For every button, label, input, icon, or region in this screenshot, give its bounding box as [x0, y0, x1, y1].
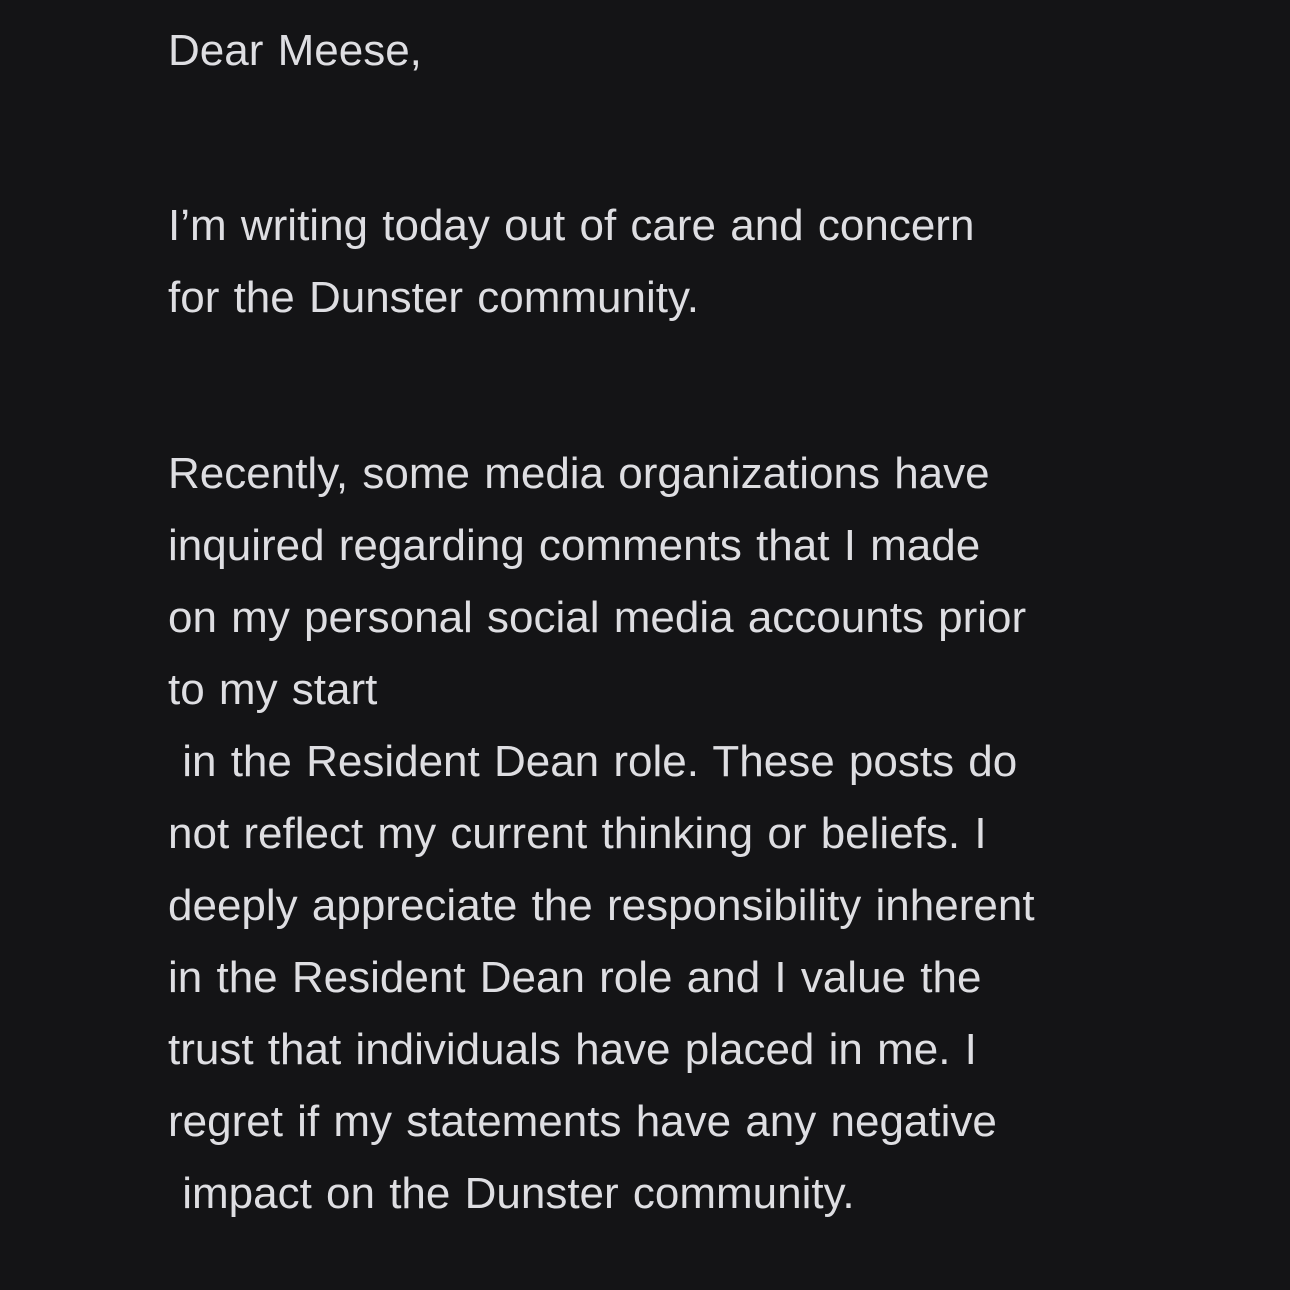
paragraph-2-line-1: Recently, some media organizations have	[168, 449, 990, 498]
letter-greeting: Dear Meese,	[168, 26, 422, 75]
paragraph-2-line-7: deeply appreciate the responsibility inherent	[168, 881, 1035, 930]
paragraph-2-line-11: impact on the Dunster community.	[168, 1169, 855, 1218]
paragraph-2-line-8: in the Resident Dean role and I value the	[168, 953, 982, 1002]
paragraph-1-line-1: I’m writing today out of care and concern	[168, 201, 975, 250]
paragraph-2-line-2: inquired regarding comments that I made	[168, 521, 981, 570]
paragraph-2-line-4: to my start	[168, 665, 378, 714]
paragraph-2-line-9: trust that individuals have placed in me. I	[168, 1025, 977, 1074]
paragraph-2-line-5: in the Resident Dean role. These posts do	[168, 737, 1018, 786]
paragraph-2-line-10: regret if my statements have any negative	[168, 1097, 997, 1146]
paragraph-2-line-6: not reflect my current thinking or beliefs. I	[168, 809, 987, 858]
paragraph-1-line-2: for the Dunster community.	[168, 273, 699, 322]
paragraph-2-line-3: on my personal social media accounts prior	[168, 593, 1027, 642]
